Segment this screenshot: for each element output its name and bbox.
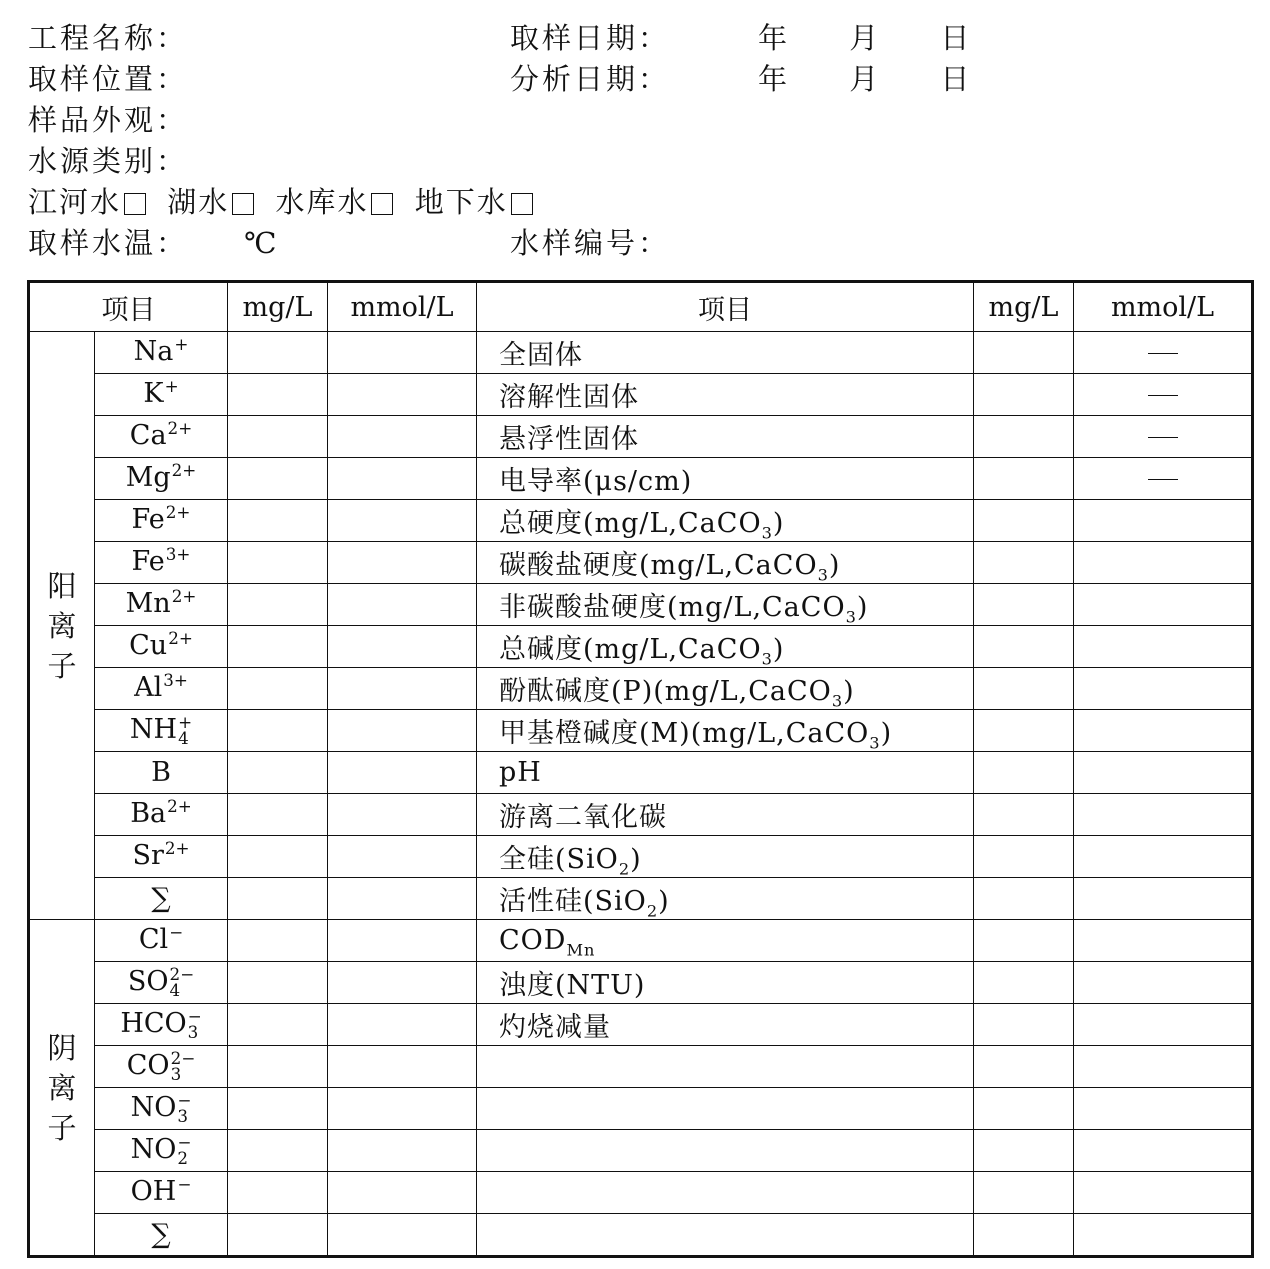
sampling-date-label: 取样日期： — [510, 21, 671, 55]
ion-mmol-cell[interactable] — [328, 1004, 477, 1046]
ion-name — [95, 1130, 228, 1172]
header-item-right: 项目 — [477, 282, 974, 332]
ion-mg-cell[interactable] — [228, 626, 328, 668]
property-mg-cell[interactable] — [974, 794, 1074, 836]
property-mg-cell[interactable] — [974, 584, 1074, 626]
property-mg-cell[interactable] — [974, 626, 1074, 668]
ion-charge: − — [177, 1131, 192, 1152]
ion-mg-cell[interactable] — [228, 1214, 328, 1257]
property-text: 非碳酸盐硬度(mg/L,CaCO — [499, 592, 846, 623]
ion-symbol: B — [151, 757, 171, 788]
ion-mg-cell[interactable] — [228, 584, 328, 626]
ion-symbol: HCO — [120, 1008, 187, 1040]
water-analysis-table — [27, 280, 1254, 1258]
property-subscript: 3 — [761, 649, 773, 668]
ion-name — [95, 416, 228, 458]
project-name-label: 工程名称： — [28, 21, 189, 55]
property-mg-cell[interactable] — [974, 710, 1074, 752]
ion-mg-cell[interactable] — [228, 1172, 328, 1214]
ion-symbol: Al — [134, 672, 163, 704]
ion-subscript: 2 — [177, 1147, 189, 1168]
property-mg-cell[interactable] — [974, 1214, 1074, 1257]
table-row — [29, 1214, 1253, 1257]
property-mg-cell[interactable] — [974, 500, 1074, 542]
ion-mg-cell[interactable] — [228, 920, 328, 962]
ion-subscript: 4 — [169, 979, 181, 1000]
ion-charge: + — [174, 333, 189, 354]
water-source-label: 水源类别： — [28, 144, 189, 178]
property-mmol-cell — [1074, 374, 1253, 416]
ion-charge: 2+ — [167, 795, 192, 816]
property-mg-cell[interactable] — [974, 836, 1074, 878]
property-text: 活性硅(SiO — [499, 886, 647, 917]
property-mmol-cell[interactable] — [1074, 752, 1253, 794]
ion-subscript: 3 — [177, 1105, 189, 1126]
ion-symbol: CO — [126, 1050, 170, 1082]
cation-group-label: 阳 离 子 — [29, 332, 95, 920]
ion-mg-cell[interactable] — [228, 1046, 328, 1088]
ion-symbol: Mn — [125, 588, 171, 620]
property-mg-cell[interactable] — [974, 1130, 1074, 1172]
ion-charge: + — [164, 375, 179, 396]
property-text: 全硅(SiO — [499, 844, 619, 875]
property-name — [477, 710, 974, 752]
source-option-river: 江河水 — [28, 185, 122, 219]
ion-symbol: Fe — [131, 546, 165, 578]
ion-name — [95, 962, 228, 1004]
property-mg-cell[interactable] — [974, 962, 1074, 1004]
ion-mg-cell[interactable] — [228, 416, 328, 458]
ion-name — [95, 332, 228, 374]
ion-mmol-cell[interactable] — [328, 836, 477, 878]
property-name — [477, 878, 974, 920]
ion-charge: − — [177, 1173, 192, 1194]
property-text: 甲基橙碱度(M)(mg/L,CaCO — [499, 718, 870, 749]
property-mmol-cell[interactable] — [1074, 1172, 1253, 1214]
table-row — [29, 500, 1253, 542]
ion-name — [95, 500, 228, 542]
ion-charge: 3+ — [165, 543, 191, 564]
lake-checkbox[interactable] — [232, 193, 254, 215]
source-option-lake: 湖水 — [167, 185, 230, 219]
table-row — [29, 332, 1253, 374]
property-text: 灼烧减量 — [499, 1012, 611, 1043]
ion-symbol: Cl — [138, 924, 169, 956]
property-mmol-cell[interactable] — [1074, 1130, 1253, 1172]
ion-symbol: ∑ — [151, 1219, 171, 1250]
source-option-reservoir: 水库水 — [275, 185, 369, 219]
ion-mmol-cell[interactable] — [328, 962, 477, 1004]
ion-mg-cell[interactable] — [228, 794, 328, 836]
ion-name — [95, 752, 228, 794]
ion-mmol-cell[interactable] — [328, 584, 477, 626]
ion-mmol-cell[interactable] — [328, 752, 477, 794]
table-row — [29, 1172, 1253, 1214]
property-subscript: Mn — [566, 940, 596, 960]
property-text: 游离二氧化碳 — [499, 802, 667, 833]
property-mmol-cell[interactable] — [1074, 668, 1253, 710]
table-row — [29, 878, 1253, 920]
property-name — [477, 416, 974, 458]
table-row — [29, 626, 1253, 668]
ion-symbol: OH — [130, 1176, 177, 1208]
property-name — [477, 584, 974, 626]
ion-name — [95, 794, 228, 836]
ion-charge: 3+ — [163, 669, 188, 690]
ion-charge: 2+ — [165, 501, 191, 522]
ion-mmol-cell[interactable] — [328, 626, 477, 668]
table-row — [29, 1046, 1253, 1088]
ion-symbol: K — [143, 378, 164, 410]
property-text: 碳酸盐硬度(mg/L,CaCO — [499, 550, 818, 581]
property-mg-cell[interactable] — [974, 1172, 1074, 1214]
property-text: 溶解性固体 — [499, 382, 639, 413]
ion-name — [95, 458, 228, 500]
ion-charge: 2+ — [167, 417, 193, 438]
property-mg-cell[interactable] — [974, 752, 1074, 794]
header-mg-left: mg/L — [228, 282, 328, 332]
sampling-location-label: 取样位置： — [28, 62, 189, 96]
ion-symbol: NH — [129, 714, 178, 746]
property-name — [477, 836, 974, 878]
property-name — [477, 1214, 974, 1257]
property-subscript: 2 — [618, 859, 631, 878]
ion-charge: 2+ — [164, 837, 190, 858]
ion-subscript: 3 — [170, 1063, 182, 1084]
ion-name — [95, 1172, 228, 1214]
property-mg-cell[interactable] — [974, 332, 1074, 374]
ion-mg-cell[interactable] — [228, 836, 328, 878]
ion-name — [95, 1088, 228, 1130]
sample-number-label: 水样编号： — [510, 226, 671, 260]
property-mg-cell[interactable] — [974, 1088, 1074, 1130]
property-mmol-cell — [1074, 332, 1253, 374]
table-row — [29, 1130, 1253, 1172]
table-row — [29, 542, 1253, 584]
property-text-end: ) — [828, 550, 841, 581]
ion-mg-cell[interactable] — [228, 500, 328, 542]
river-checkbox[interactable] — [124, 193, 146, 215]
ion-mg-cell[interactable] — [228, 752, 328, 794]
property-mmol-cell[interactable] — [1074, 710, 1253, 752]
table-row — [29, 458, 1253, 500]
sample-appearance-label: 样品外观： — [28, 103, 189, 137]
temp-unit: ℃ — [244, 226, 280, 260]
ion-symbol: Ca — [129, 420, 167, 452]
ion-mg-cell[interactable] — [228, 1088, 328, 1130]
ion-name — [95, 836, 228, 878]
ion-mmol-cell[interactable] — [328, 794, 477, 836]
sampling-temp-label: 取样水温： — [28, 226, 189, 260]
ion-mg-cell[interactable] — [228, 1130, 328, 1172]
reservoir-checkbox[interactable] — [371, 193, 393, 215]
table-row — [29, 752, 1253, 794]
ion-charge: 2+ — [171, 459, 197, 480]
ion-mg-cell[interactable] — [228, 542, 328, 584]
property-mmol-cell[interactable] — [1074, 500, 1253, 542]
property-subscript: 3 — [817, 565, 829, 584]
ion-mmol-cell[interactable] — [328, 500, 477, 542]
property-text-end: ) — [880, 718, 893, 749]
property-name — [477, 1130, 974, 1172]
table-row — [29, 668, 1253, 710]
table-row — [29, 416, 1253, 458]
property-subscript: 3 — [845, 607, 857, 626]
ion-charge: + — [178, 711, 193, 732]
property-mmol-cell[interactable] — [1074, 794, 1253, 836]
table-row — [29, 836, 1253, 878]
table-row — [29, 710, 1253, 752]
property-name — [477, 962, 974, 1004]
property-mg-cell[interactable] — [974, 1004, 1074, 1046]
ion-symbol: Cu — [129, 630, 168, 662]
ion-symbol: Na — [133, 336, 174, 368]
table-header-row — [29, 282, 1253, 332]
property-name — [477, 332, 974, 374]
groundwater-checkbox[interactable] — [511, 193, 533, 215]
ion-symbol: NO — [130, 1134, 177, 1166]
ion-charge: 2− — [169, 963, 195, 984]
property-mmol-cell — [1074, 416, 1253, 458]
analysis-date-label: 分析日期： — [510, 62, 671, 96]
property-subscript: 2 — [646, 901, 659, 920]
analysis-date-fields[interactable]: 年 月 日 — [758, 62, 978, 96]
ion-name — [95, 374, 228, 416]
ion-mmol-cell[interactable] — [328, 458, 477, 500]
ion-name — [95, 542, 228, 584]
table-row — [29, 794, 1253, 836]
property-mg-cell[interactable] — [974, 668, 1074, 710]
property-name — [477, 542, 974, 584]
ion-mmol-cell[interactable] — [328, 1214, 477, 1257]
property-text-end: ) — [856, 592, 869, 623]
ion-charge: − — [169, 921, 184, 942]
ion-charge: − — [187, 1005, 202, 1026]
table-row — [29, 1088, 1253, 1130]
property-mg-cell[interactable] — [974, 542, 1074, 584]
property-text: COD — [499, 925, 567, 956]
property-text: 全固体 — [499, 340, 583, 371]
table-row — [29, 920, 1253, 962]
property-mmol-cell — [1074, 458, 1253, 500]
property-name — [477, 1004, 974, 1046]
property-text: 浊度(NTU) — [499, 970, 646, 1001]
property-text-end: ) — [630, 844, 642, 875]
ion-mmol-cell[interactable] — [328, 332, 477, 374]
ion-subscript: 4 — [178, 727, 189, 748]
ion-name — [95, 878, 228, 920]
property-name — [477, 1088, 974, 1130]
property-mmol-cell[interactable] — [1074, 878, 1253, 920]
property-text-end: ) — [772, 508, 785, 539]
ion-name — [95, 1214, 228, 1257]
not-applicable-dash — [1148, 395, 1178, 396]
ion-name — [95, 1046, 228, 1088]
not-applicable-dash — [1148, 479, 1178, 480]
property-mmol-cell[interactable] — [1074, 1004, 1253, 1046]
property-mmol-cell[interactable] — [1074, 626, 1253, 668]
property-text: 总碱度(mg/L,CaCO — [499, 634, 762, 665]
property-mmol-cell[interactable] — [1074, 962, 1253, 1004]
ion-charge: 2− — [170, 1047, 196, 1068]
sampling-date-fields[interactable]: 年 月 日 — [758, 21, 978, 55]
ion-mmol-cell[interactable] — [328, 878, 477, 920]
ion-symbol: Fe — [131, 504, 165, 536]
ion-name — [95, 584, 228, 626]
ion-name — [95, 668, 228, 710]
source-option-groundwater: 地下水 — [414, 185, 508, 219]
ion-charge: 2+ — [168, 627, 193, 648]
ion-mg-cell[interactable] — [228, 710, 328, 752]
ion-mg-cell[interactable] — [228, 374, 328, 416]
property-mmol-cell[interactable] — [1074, 584, 1253, 626]
table-row — [29, 1004, 1253, 1046]
property-mmol-cell[interactable] — [1074, 1214, 1253, 1257]
ion-symbol: Mg — [125, 462, 171, 494]
property-mmol-cell[interactable] — [1074, 920, 1253, 962]
property-name — [477, 794, 974, 836]
header-item-left: 项目 — [29, 282, 228, 332]
property-mmol-cell[interactable] — [1074, 542, 1253, 584]
property-name — [477, 1172, 974, 1214]
property-text-end: ) — [772, 634, 785, 665]
property-mg-cell[interactable] — [974, 1046, 1074, 1088]
ion-name — [95, 710, 228, 752]
ion-mg-cell[interactable] — [228, 878, 328, 920]
anion-group-label: 阴 离 子 — [29, 920, 95, 1257]
property-subscript: 3 — [831, 691, 844, 710]
property-mg-cell[interactable] — [974, 374, 1074, 416]
ion-name — [95, 920, 228, 962]
not-applicable-dash — [1148, 437, 1178, 438]
ion-symbol: NO — [130, 1092, 177, 1124]
ion-mg-cell[interactable] — [228, 458, 328, 500]
ion-symbol: SO — [127, 966, 169, 998]
ion-subscript: 3 — [187, 1021, 199, 1042]
property-name — [477, 752, 974, 794]
property-mg-cell[interactable] — [974, 416, 1074, 458]
header-mmol-right: mmol/L — [1074, 282, 1253, 332]
property-name — [477, 626, 974, 668]
ion-mmol-cell[interactable] — [328, 1172, 477, 1214]
ion-mg-cell[interactable] — [228, 668, 328, 710]
ion-mg-cell[interactable] — [228, 332, 328, 374]
source-options — [28, 184, 543, 220]
property-subscript: 3 — [869, 733, 881, 752]
ion-symbol: Ba — [130, 798, 167, 830]
property-mmol-cell[interactable] — [1074, 1046, 1253, 1088]
ion-name — [95, 626, 228, 668]
ion-symbol: Sr — [132, 840, 164, 872]
property-text: 悬浮性固体 — [499, 424, 639, 455]
ion-mmol-cell[interactable] — [328, 542, 477, 584]
property-mmol-cell[interactable] — [1074, 836, 1253, 878]
property-text: 酚酞碱度(P)(mg/L,CaCO — [499, 676, 832, 707]
table-row — [29, 374, 1253, 416]
ion-mmol-cell[interactable] — [328, 920, 477, 962]
property-name — [477, 458, 974, 500]
property-name — [477, 668, 974, 710]
property-name — [477, 374, 974, 416]
ion-charge: − — [177, 1089, 192, 1110]
ion-symbol: ∑ — [151, 883, 171, 914]
ion-mmol-cell[interactable] — [328, 416, 477, 458]
property-subscript: 3 — [761, 523, 773, 542]
table-row — [29, 584, 1253, 626]
property-mmol-cell[interactable] — [1074, 1088, 1253, 1130]
property-text: 总硬度(mg/L,CaCO — [499, 508, 762, 539]
property-name — [477, 1046, 974, 1088]
table-row — [29, 962, 1253, 1004]
ion-charge: 2+ — [171, 585, 197, 606]
property-name — [477, 920, 974, 962]
ion-name — [95, 1004, 228, 1046]
ion-mmol-cell[interactable] — [328, 1130, 477, 1172]
property-mg-cell[interactable] — [974, 878, 1074, 920]
property-mg-cell[interactable] — [974, 920, 1074, 962]
ion-mmol-cell[interactable] — [328, 374, 477, 416]
property-text-end: ) — [658, 886, 670, 917]
property-text-end: ) — [843, 676, 855, 707]
ion-mg-cell[interactable] — [228, 1004, 328, 1046]
property-text: pH — [499, 757, 542, 788]
property-mg-cell[interactable] — [974, 458, 1074, 500]
ion-mmol-cell[interactable] — [328, 1046, 477, 1088]
ion-mmol-cell[interactable] — [328, 1088, 477, 1130]
property-name — [477, 500, 974, 542]
header-mg-right: mg/L — [974, 282, 1074, 332]
ion-mmol-cell[interactable] — [328, 710, 477, 752]
ion-mmol-cell[interactable] — [328, 668, 477, 710]
not-applicable-dash — [1148, 353, 1178, 354]
ion-mg-cell[interactable] — [228, 962, 328, 1004]
header-mmol-left: mmol/L — [328, 282, 477, 332]
property-text: 电导率(μs/cm) — [499, 466, 693, 497]
